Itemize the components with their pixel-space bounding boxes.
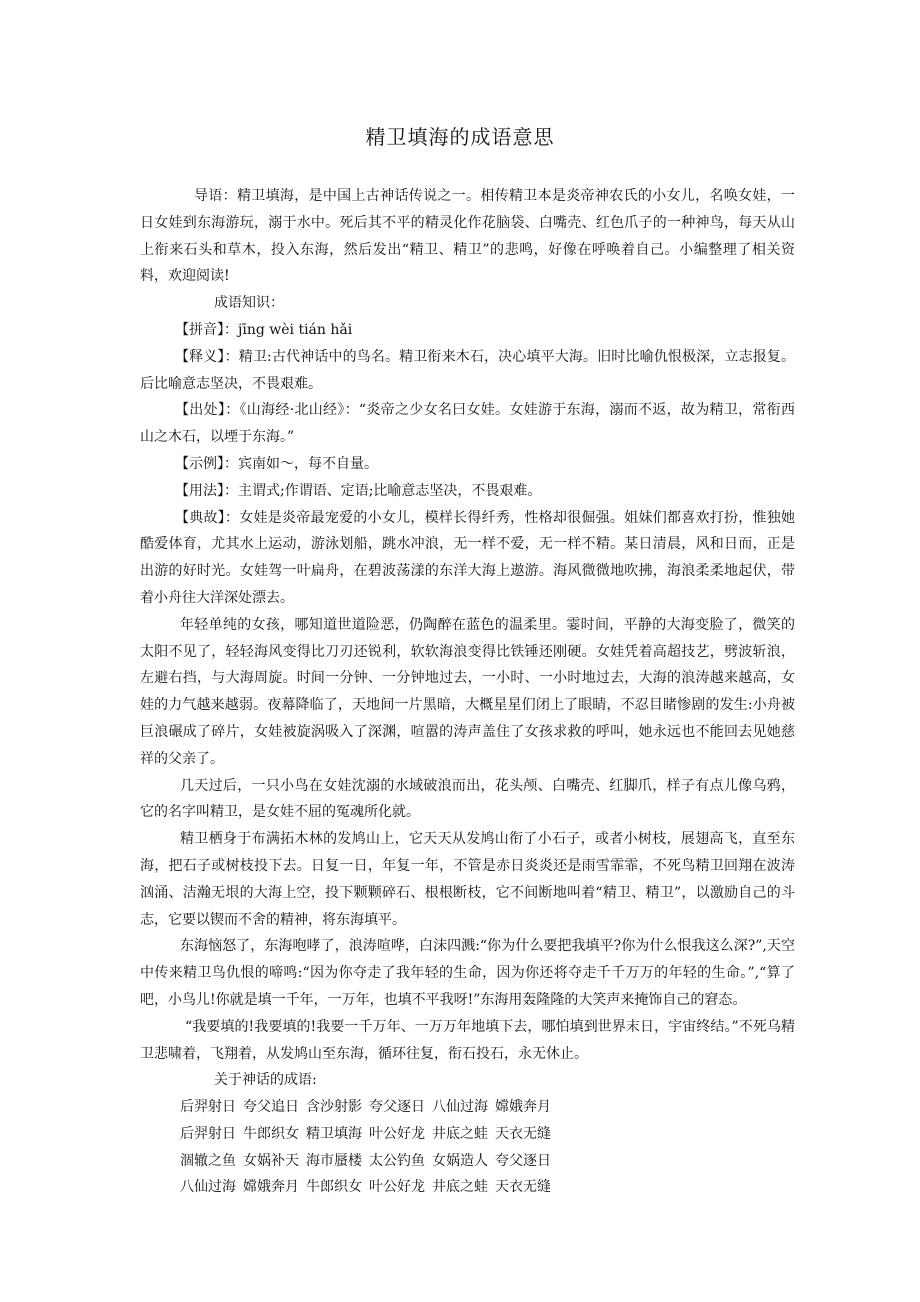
field-label: 【出处】： [175, 402, 240, 419]
idiom-item: 牛郎织女 [306, 1179, 362, 1196]
field-label: 【拼音】： [175, 321, 238, 338]
idiom-row [140, 1174, 795, 1201]
story-paragraph: 年轻单纯的女孩，哪知道世道险恶，仍陶醉在蓝色的温柔里。霎时间，平静的大海变脸了，微笑的太阳不见了，轻轻海风变得比刀刃还锐利，软软海浪变得比铁锤还刚硬。女娃凭着高超技艺，劈波斩浪，左避右挡，与大海周旋。时间一分钟、一分钟地过去，一小时、一小时地过去，大海的浪涛越来越高，女娃的力气越来越弱。夜幕降临了，天地间一片黑暗，大概星星们闭上了眼睛，不忍目睹惨剧的发生:小舟被巨浪碾成了碎片，女娃被旋涡吸入了深渊，喧嚣的涛声盖住了女孩求救的呼叫，她永远也不能回去见她慈祥的父亲了。 [140, 616, 795, 767]
field-label: 【示例】： [175, 455, 238, 472]
idiom-row [140, 1148, 795, 1175]
idiom-row [140, 1121, 795, 1148]
story-paragraph: 几天过后，一只小鸟在女娃沈溺的水域破浪而出，花头颅、白嘴壳、红脚爪，样子有点儿像乌鸦，它的名字叫精卫，是女娃不屈的冤魂所化就。 [140, 777, 795, 821]
field-text: 女娃是炎帝最宠爱的小女儿，模样长得纤秀，性格却很倔强。姐妹们都喜欢打扮，惟独她酷爱体育，尤其水上运动，游泳划船，跳水冲浪，无一样不爱，无一样不精。某日清晨，风和日而，正是出游的好时光。女娃驾一叶扁舟，在碧波荡漾的东洋大海上遨游。海风微微地吹拂，海浪柔柔地起伏，带着小舟往大洋深处漂去。 [140, 509, 795, 606]
idiom-item: 后羿射日 [180, 1125, 236, 1142]
idiom-item: 含沙射影 [306, 1099, 362, 1116]
idiom-item: 嫦娥奔月 [243, 1179, 299, 1196]
idiom-item: 涸辙之鱼 [180, 1152, 236, 1169]
field-text: 《山海经·北山经》：“炎帝之少女名曰女娃。女娃游于东海，溺而不返，故为精卫，常衔西山之木石，以堙于东海。” [140, 402, 796, 446]
idiom-item: 天衣无缝 [495, 1125, 551, 1142]
idiom-item: 精卫填海 [306, 1125, 362, 1142]
idiom-item: 牛郎织女 [243, 1125, 299, 1142]
idiom-item: 太公钓鱼 [369, 1152, 425, 1169]
field-source [140, 397, 795, 451]
field-text: jīng wèi tián hǎi [238, 321, 353, 338]
field-label: 【典故】： [175, 509, 240, 526]
field-usage [140, 478, 795, 505]
idiom-item: 后羿射日 [180, 1099, 236, 1116]
story-paragraph: 东海恼怒了，东海咆哮了，浪涛喧哗，白沫四溅:“你为什么要把我填平?你为什么恨我这么深?”,天空中传来精卫鸟仇恨的啼鸣:“因为你夺走了我年轻的生命，因为你还将夺走千千万万的年轻的生命。”,“算了吧，小鸟儿!你就是填一千年，一万年，也填不平我呀!”东海用轰隆隆的大笑声来掩饰自己的窘态。 [140, 938, 795, 1008]
idiom-item: 八仙过海 [180, 1179, 236, 1196]
knowledge-label: 成语知识： [214, 295, 284, 312]
idiom-item: 夸父逐日 [495, 1152, 551, 1169]
idiom-item: 女娲补天 [243, 1152, 299, 1169]
document-title: 精卫填海的成语意思 [365, 125, 555, 149]
idiom-item: 井底之蛙 [432, 1179, 488, 1196]
idiom-item: 夸父追日 [243, 1099, 299, 1116]
field-story [140, 505, 795, 612]
idiom-item: 叶公好龙 [369, 1125, 425, 1142]
field-example [140, 451, 795, 478]
idiom-item: 女娲造人 [432, 1152, 488, 1169]
field-text: 主谓式;作谓语、定语;比喻意志坚决，不畏艰难。 [238, 482, 542, 499]
document-body [140, 183, 795, 1201]
story-paragraph: 精卫栖身于布满拓木林的发鸠山上，它天天从发鸠山衔了小石子，或者小树枝，展翅高飞，直至东海，把石子或树枝投下去。日复一日，年复一年，不管是赤日炎炎还是雨雪霏霏，不死鸟精卫回翔在波涛汹涌、洁瀚无垠的大海上空，投下颗颗碎石、根根断枝，它不间断地叫着“精卫、精卫”，以激励自己的斗志，它要以锲而不舍的精神，将东海填平。 [140, 831, 795, 928]
idiom-item: 八仙过海 [432, 1099, 488, 1116]
idiom-row [140, 1094, 795, 1121]
field-pinyin [140, 317, 795, 344]
idiom-item: 海市蜃楼 [306, 1152, 362, 1169]
field-meaning [140, 344, 795, 398]
idiom-item: 嫦娥奔月 [495, 1099, 551, 1116]
idiom-item: 天衣无缝 [495, 1179, 551, 1196]
field-label: 【用法】： [175, 482, 238, 499]
final-paragraph: “我要填的!我要填的!我要一千万年、一万万年地填下去，哪怕填到世界末日，宇宙终结。”不死乌精卫悲啸着，飞翔着，从发鸠山至东海，循环往复，衔石投石，永无休止。 [140, 1018, 795, 1062]
idiom-item: 井底之蛙 [432, 1125, 488, 1142]
idioms-label: 关于神话的成语: [214, 1072, 317, 1089]
field-label: 【释义】： [175, 348, 239, 365]
intro-paragraph: 导语：精卫填海，是中国上古神话传说之一。相传精卫本是炎帝神农氏的小女儿，名唤女娃，一日女娃到东海游玩，溺于水中。死后其不平的精灵化作花脑袋、白嘴壳、红色爪子的一种神鸟，每天从山上衔来石头和草木，投入东海，然后发出“精卫、精卫”的悲鸣，好像在呼唤着自己。小编整理了相关资料，欢迎阅读! [140, 188, 795, 285]
field-text: 宾南如～，每不自量。 [238, 455, 378, 472]
idiom-item: 叶公好龙 [369, 1179, 425, 1196]
idiom-item: 夸父逐日 [369, 1099, 425, 1116]
field-text: 精卫:古代神话中的鸟名。精卫衔来木石，决心填平大海。旧时比喻仇恨极深，立志报复。后比喻意志坚决，不畏艰难。 [140, 348, 796, 392]
